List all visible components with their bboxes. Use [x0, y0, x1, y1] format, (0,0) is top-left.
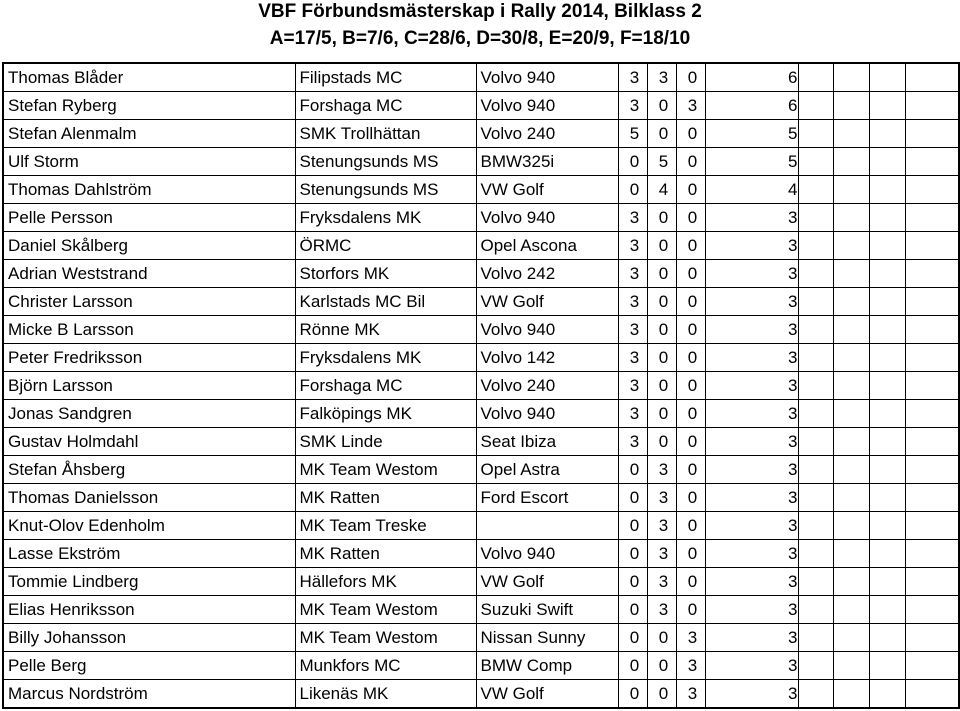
car-cell: Volvo 940	[476, 316, 618, 344]
score-a-cell: 0	[618, 680, 647, 709]
driver-name-cell: Micke B Larsson	[3, 316, 295, 344]
empty-score-cell	[798, 400, 833, 428]
driver-name-cell: Stefan Ryberg	[3, 92, 295, 120]
score-b-cell: 0	[647, 120, 676, 148]
empty-score-cell	[905, 400, 959, 428]
club-cell: Fryksdalens MK	[295, 344, 476, 372]
driver-name-cell: Adrian Weststrand	[3, 260, 295, 288]
score-a-cell: 3	[618, 344, 647, 372]
car-cell: Volvo 240	[476, 120, 618, 148]
club-cell: Falköpings MK	[295, 400, 476, 428]
score-b-cell: 3	[647, 568, 676, 596]
empty-score-cell	[833, 680, 869, 709]
score-a-cell: 3	[618, 204, 647, 232]
club-cell: Likenäs MK	[295, 680, 476, 709]
club-cell: MK Ratten	[295, 540, 476, 568]
car-cell: Ford Escort	[476, 484, 618, 512]
total-cell: 3	[705, 232, 798, 260]
empty-score-cell	[905, 232, 959, 260]
score-c-cell: 0	[676, 372, 705, 400]
empty-score-cell	[869, 372, 905, 400]
score-a-cell: 3	[618, 92, 647, 120]
club-cell: SMK Trollhättan	[295, 120, 476, 148]
empty-score-cell	[798, 456, 833, 484]
empty-score-cell	[869, 456, 905, 484]
empty-score-cell	[798, 120, 833, 148]
total-cell: 5	[705, 120, 798, 148]
empty-score-cell	[869, 400, 905, 428]
driver-name-cell: Tommie Lindberg	[3, 568, 295, 596]
score-b-cell: 4	[647, 176, 676, 204]
club-cell: Stenungsunds MS	[295, 148, 476, 176]
car-cell: VW Golf	[476, 176, 618, 204]
car-cell: Nissan Sunny	[476, 624, 618, 652]
score-c-cell: 0	[676, 63, 705, 92]
driver-name-cell: Elias Henriksson	[3, 596, 295, 624]
car-cell: VW Golf	[476, 288, 618, 316]
driver-name-cell: Thomas Blåder	[3, 63, 295, 92]
score-b-cell: 3	[647, 512, 676, 540]
empty-score-cell	[798, 232, 833, 260]
driver-name-cell: Billy Johansson	[3, 624, 295, 652]
club-cell: Forshaga MC	[295, 92, 476, 120]
empty-score-cell	[869, 428, 905, 456]
total-cell: 3	[705, 512, 798, 540]
club-cell: Munkfors MC	[295, 652, 476, 680]
club-cell: Fryksdalens MK	[295, 204, 476, 232]
score-a-cell: 3	[618, 428, 647, 456]
car-cell: BMW Comp	[476, 652, 618, 680]
empty-score-cell	[833, 176, 869, 204]
table-row	[3, 540, 959, 568]
club-cell: Hällefors MK	[295, 568, 476, 596]
empty-score-cell	[869, 652, 905, 680]
score-c-cell: 0	[676, 288, 705, 316]
empty-score-cell	[905, 288, 959, 316]
club-cell: Stenungsunds MS	[295, 176, 476, 204]
empty-score-cell	[833, 92, 869, 120]
score-c-cell: 0	[676, 512, 705, 540]
empty-score-cell	[833, 260, 869, 288]
empty-score-cell	[798, 428, 833, 456]
empty-score-cell	[869, 176, 905, 204]
car-cell: VW Golf	[476, 568, 618, 596]
empty-score-cell	[905, 372, 959, 400]
car-cell: BMW325i	[476, 148, 618, 176]
empty-score-cell	[833, 484, 869, 512]
score-a-cell: 0	[618, 624, 647, 652]
empty-score-cell	[869, 484, 905, 512]
empty-score-cell	[905, 120, 959, 148]
car-cell: Opel Astra	[476, 456, 618, 484]
score-c-cell: 0	[676, 400, 705, 428]
table-row	[3, 63, 959, 92]
empty-score-cell	[833, 372, 869, 400]
empty-score-cell	[905, 456, 959, 484]
score-c-cell: 3	[676, 680, 705, 709]
total-cell: 3	[705, 652, 798, 680]
score-b-cell: 0	[647, 680, 676, 709]
club-cell: Filipstads MC	[295, 63, 476, 92]
driver-name-cell: Stefan Åhsberg	[3, 456, 295, 484]
table-row	[3, 148, 959, 176]
empty-score-cell	[833, 568, 869, 596]
empty-score-cell	[833, 204, 869, 232]
table-row	[3, 176, 959, 204]
total-cell: 5	[705, 148, 798, 176]
score-a-cell: 3	[618, 63, 647, 92]
club-cell: Storfors MK	[295, 260, 476, 288]
score-a-cell: 3	[618, 260, 647, 288]
empty-score-cell	[798, 484, 833, 512]
score-a-cell: 0	[618, 596, 647, 624]
empty-score-cell	[905, 63, 959, 92]
empty-score-cell	[833, 344, 869, 372]
empty-score-cell	[905, 624, 959, 652]
score-b-cell: 0	[647, 260, 676, 288]
table-row	[3, 400, 959, 428]
car-cell: Suzuki Swift	[476, 596, 618, 624]
total-cell: 3	[705, 596, 798, 624]
driver-name-cell: Pelle Berg	[3, 652, 295, 680]
empty-score-cell	[905, 484, 959, 512]
score-a-cell: 0	[618, 176, 647, 204]
empty-score-cell	[905, 92, 959, 120]
score-b-cell: 0	[647, 624, 676, 652]
driver-name-cell: Jonas Sandgren	[3, 400, 295, 428]
table-row	[3, 344, 959, 372]
table-row	[3, 568, 959, 596]
table-row	[3, 428, 959, 456]
empty-score-cell	[869, 512, 905, 540]
empty-score-cell	[798, 652, 833, 680]
driver-name-cell: Marcus Nordström	[3, 680, 295, 709]
score-c-cell: 0	[676, 540, 705, 568]
table-row	[3, 624, 959, 652]
table-row	[3, 372, 959, 400]
score-c-cell: 0	[676, 568, 705, 596]
car-cell: Volvo 940	[476, 204, 618, 232]
empty-score-cell	[869, 680, 905, 709]
club-cell: MK Team Westom	[295, 624, 476, 652]
car-cell	[476, 512, 618, 540]
empty-score-cell	[833, 148, 869, 176]
driver-name-cell: Lasse Ekström	[3, 540, 295, 568]
empty-score-cell	[798, 568, 833, 596]
empty-score-cell	[869, 232, 905, 260]
score-c-cell: 0	[676, 120, 705, 148]
driver-name-cell: Thomas Dahlström	[3, 176, 295, 204]
car-cell: Opel Ascona	[476, 232, 618, 260]
results-table	[2, 62, 960, 709]
score-a-cell: 3	[618, 316, 647, 344]
score-c-cell: 0	[676, 204, 705, 232]
driver-name-cell: Thomas Danielsson	[3, 484, 295, 512]
car-cell: Volvo 242	[476, 260, 618, 288]
score-a-cell: 0	[618, 484, 647, 512]
total-cell: 3	[705, 624, 798, 652]
empty-score-cell	[869, 120, 905, 148]
empty-score-cell	[869, 260, 905, 288]
table-row	[3, 484, 959, 512]
empty-score-cell	[798, 680, 833, 709]
car-cell: Volvo 142	[476, 344, 618, 372]
score-b-cell: 0	[647, 92, 676, 120]
empty-score-cell	[869, 92, 905, 120]
table-row	[3, 232, 959, 260]
empty-score-cell	[905, 260, 959, 288]
driver-name-cell: Ulf Storm	[3, 148, 295, 176]
empty-score-cell	[798, 204, 833, 232]
driver-name-cell: Gustav Holmdahl	[3, 428, 295, 456]
score-a-cell: 0	[618, 456, 647, 484]
empty-score-cell	[905, 316, 959, 344]
total-cell: 3	[705, 540, 798, 568]
driver-name-cell: Daniel Skålberg	[3, 232, 295, 260]
car-cell: Volvo 940	[476, 540, 618, 568]
empty-score-cell	[905, 680, 959, 709]
car-cell: Seat Ibiza	[476, 428, 618, 456]
club-cell: MK Team Westom	[295, 596, 476, 624]
score-a-cell: 3	[618, 288, 647, 316]
empty-score-cell	[869, 316, 905, 344]
empty-score-cell	[869, 624, 905, 652]
score-a-cell: 0	[618, 568, 647, 596]
empty-score-cell	[833, 316, 869, 344]
score-b-cell: 0	[647, 232, 676, 260]
score-b-cell: 3	[647, 456, 676, 484]
empty-score-cell	[905, 176, 959, 204]
empty-score-cell	[905, 596, 959, 624]
club-cell: Karlstads MC Bil	[295, 288, 476, 316]
empty-score-cell	[869, 596, 905, 624]
empty-score-cell	[798, 540, 833, 568]
score-c-cell: 0	[676, 596, 705, 624]
score-c-cell: 0	[676, 456, 705, 484]
total-cell: 4	[705, 176, 798, 204]
total-cell: 6	[705, 92, 798, 120]
table-row	[3, 120, 959, 148]
score-c-cell: 0	[676, 148, 705, 176]
score-a-cell: 5	[618, 120, 647, 148]
empty-score-cell	[905, 344, 959, 372]
empty-score-cell	[905, 512, 959, 540]
table-row	[3, 680, 959, 709]
table-row	[3, 92, 959, 120]
score-b-cell: 5	[647, 148, 676, 176]
empty-score-cell	[833, 400, 869, 428]
empty-score-cell	[869, 148, 905, 176]
club-cell: SMK Linde	[295, 428, 476, 456]
club-cell: Forshaga MC	[295, 372, 476, 400]
table-row	[3, 316, 959, 344]
empty-score-cell	[905, 652, 959, 680]
empty-score-cell	[798, 148, 833, 176]
total-cell: 3	[705, 680, 798, 709]
score-c-cell: 0	[676, 232, 705, 260]
empty-score-cell	[798, 596, 833, 624]
total-cell: 3	[705, 288, 798, 316]
score-c-cell: 3	[676, 624, 705, 652]
table-row	[3, 260, 959, 288]
empty-score-cell	[798, 176, 833, 204]
score-c-cell: 0	[676, 316, 705, 344]
score-b-cell: 0	[647, 652, 676, 680]
club-cell: Rönne MK	[295, 316, 476, 344]
score-b-cell: 0	[647, 316, 676, 344]
total-cell: 3	[705, 400, 798, 428]
score-a-cell: 3	[618, 232, 647, 260]
empty-score-cell	[869, 568, 905, 596]
score-b-cell: 3	[647, 63, 676, 92]
empty-score-cell	[833, 624, 869, 652]
empty-score-cell	[869, 288, 905, 316]
empty-score-cell	[798, 260, 833, 288]
empty-score-cell	[833, 288, 869, 316]
car-cell: Volvo 940	[476, 92, 618, 120]
table-row	[3, 596, 959, 624]
total-cell: 3	[705, 204, 798, 232]
total-cell: 3	[705, 316, 798, 344]
score-b-cell: 0	[647, 344, 676, 372]
empty-score-cell	[869, 344, 905, 372]
empty-score-cell	[798, 512, 833, 540]
empty-score-cell	[833, 428, 869, 456]
empty-score-cell	[833, 456, 869, 484]
driver-name-cell: Pelle Persson	[3, 204, 295, 232]
empty-score-cell	[798, 63, 833, 92]
empty-score-cell	[833, 120, 869, 148]
empty-score-cell	[905, 540, 959, 568]
score-b-cell: 3	[647, 596, 676, 624]
page-title: VBF Förbundsmästerskap i Rally 2014, Bilklass 2	[258, 1, 702, 22]
empty-score-cell	[869, 204, 905, 232]
empty-score-cell	[798, 344, 833, 372]
table-row	[3, 204, 959, 232]
empty-score-cell	[905, 204, 959, 232]
empty-score-cell	[905, 148, 959, 176]
car-cell: Volvo 240	[476, 372, 618, 400]
score-c-cell: 0	[676, 428, 705, 456]
score-b-cell: 0	[647, 288, 676, 316]
score-a-cell: 3	[618, 400, 647, 428]
driver-name-cell: Knut-Olov Edenholm	[3, 512, 295, 540]
total-cell: 3	[705, 568, 798, 596]
driver-name-cell: Christer Larsson	[3, 288, 295, 316]
empty-score-cell	[798, 92, 833, 120]
score-a-cell: 0	[618, 540, 647, 568]
table-row	[3, 288, 959, 316]
table-row	[3, 456, 959, 484]
score-b-cell: 0	[647, 204, 676, 232]
total-cell: 3	[705, 456, 798, 484]
score-b-cell: 0	[647, 372, 676, 400]
empty-score-cell	[905, 568, 959, 596]
score-a-cell: 3	[618, 372, 647, 400]
empty-score-cell	[798, 288, 833, 316]
score-c-cell: 0	[676, 484, 705, 512]
car-cell: VW Golf	[476, 680, 618, 709]
total-cell: 3	[705, 260, 798, 288]
empty-score-cell	[833, 596, 869, 624]
empty-score-cell	[833, 63, 869, 92]
score-b-cell: 0	[647, 428, 676, 456]
empty-score-cell	[869, 63, 905, 92]
club-cell: MK Team Westom	[295, 456, 476, 484]
empty-score-cell	[905, 428, 959, 456]
car-cell: Volvo 940	[476, 63, 618, 92]
score-a-cell: 0	[618, 652, 647, 680]
score-c-cell: 0	[676, 344, 705, 372]
score-b-cell: 3	[647, 484, 676, 512]
empty-score-cell	[833, 540, 869, 568]
total-cell: 3	[705, 344, 798, 372]
total-cell: 3	[705, 484, 798, 512]
score-c-cell: 3	[676, 92, 705, 120]
empty-score-cell	[869, 540, 905, 568]
score-c-cell: 0	[676, 176, 705, 204]
page-subtitle: A=17/5, B=7/6, C=28/6, D=30/8, E=20/9, F=18/10	[269, 28, 691, 49]
score-b-cell: 3	[647, 540, 676, 568]
empty-score-cell	[798, 372, 833, 400]
club-cell: ÖRMC	[295, 232, 476, 260]
table-row	[3, 652, 959, 680]
club-cell: MK Ratten	[295, 484, 476, 512]
driver-name-cell: Björn Larsson	[3, 372, 295, 400]
empty-score-cell	[833, 652, 869, 680]
total-cell: 6	[705, 63, 798, 92]
score-c-cell: 3	[676, 652, 705, 680]
empty-score-cell	[833, 232, 869, 260]
score-a-cell: 0	[618, 148, 647, 176]
empty-score-cell	[798, 624, 833, 652]
total-cell: 3	[705, 428, 798, 456]
club-cell: MK Team Treske	[295, 512, 476, 540]
empty-score-cell	[798, 316, 833, 344]
score-a-cell: 0	[618, 512, 647, 540]
total-cell: 3	[705, 372, 798, 400]
driver-name-cell: Peter Fredriksson	[3, 344, 295, 372]
driver-name-cell: Stefan Alenmalm	[3, 120, 295, 148]
table-row	[3, 512, 959, 540]
empty-score-cell	[833, 512, 869, 540]
score-b-cell: 0	[647, 400, 676, 428]
score-c-cell: 0	[676, 260, 705, 288]
car-cell: Volvo 940	[476, 400, 618, 428]
